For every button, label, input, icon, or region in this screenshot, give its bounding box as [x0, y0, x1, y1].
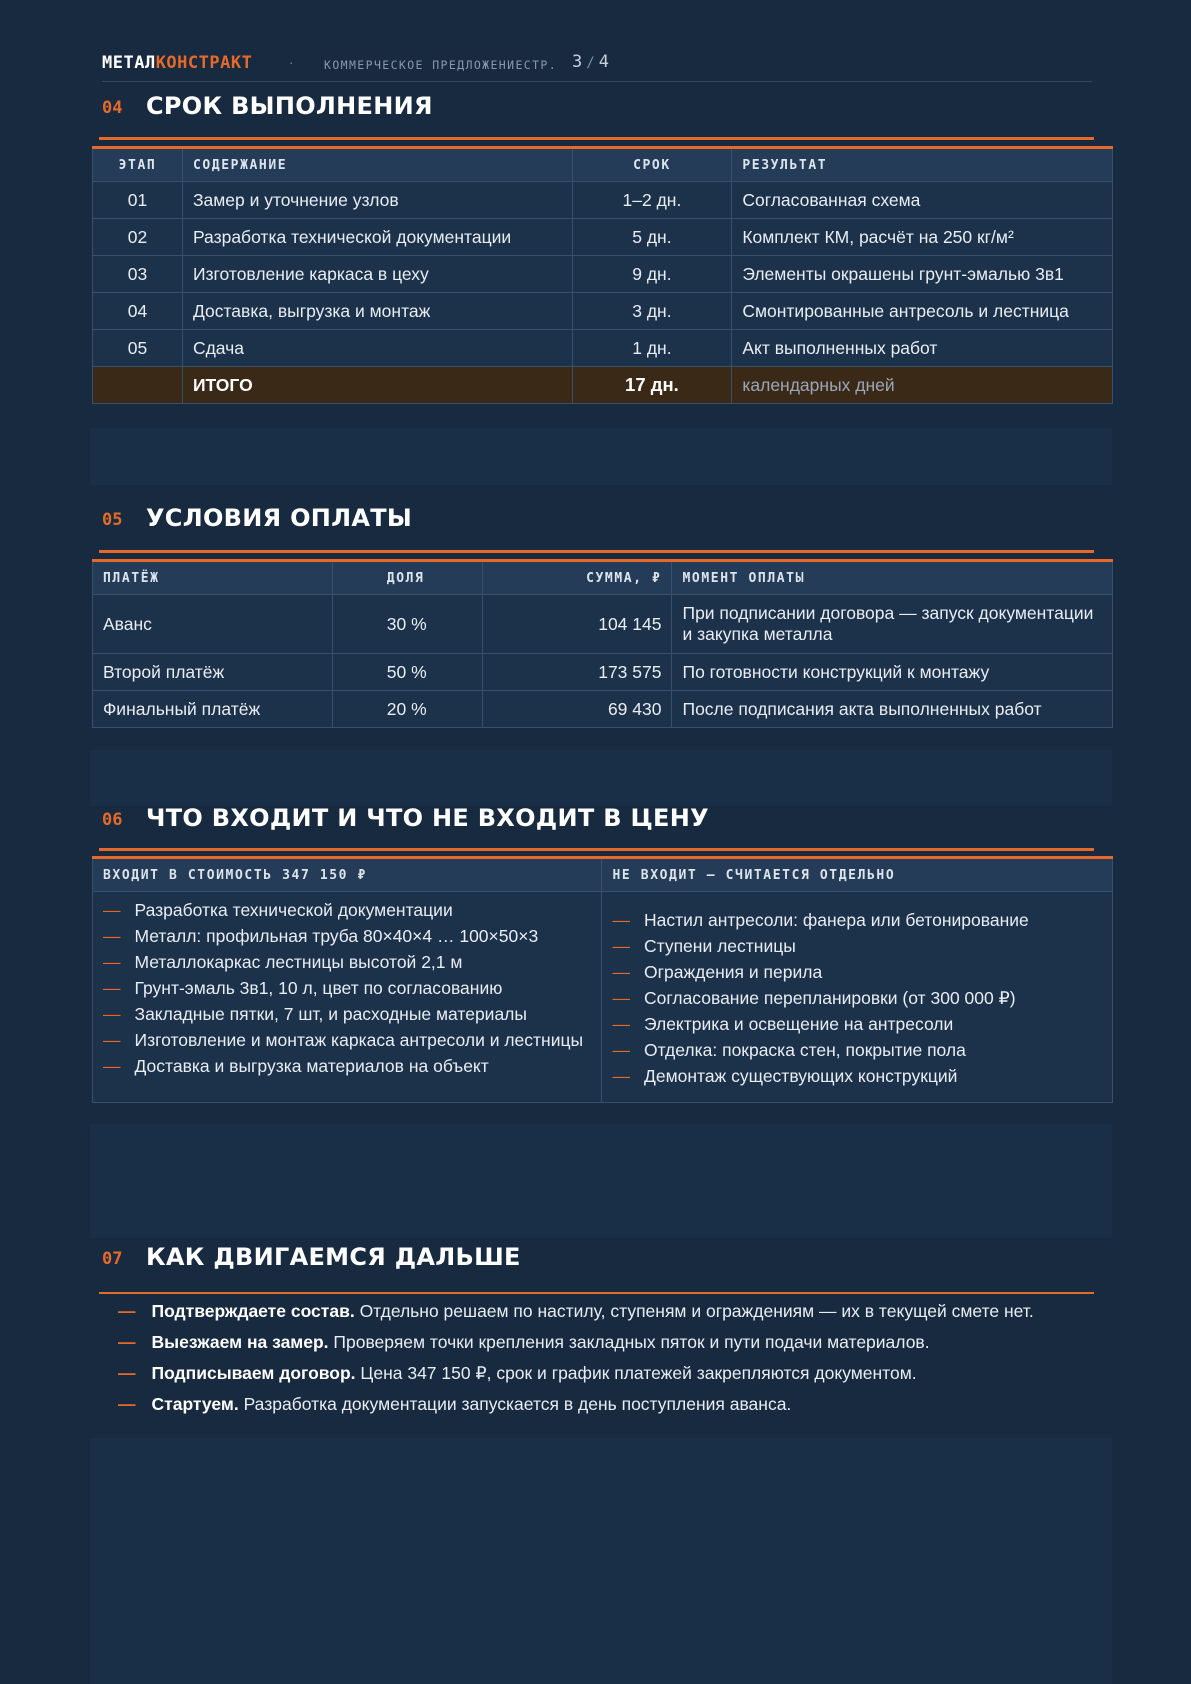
list-item: — Доставка и выгрузка материалов на объект [103, 1056, 489, 1076]
total-empty-cell [93, 367, 183, 404]
section-rule [99, 550, 1094, 553]
header-separator: · [289, 55, 294, 70]
total-row [93, 367, 1113, 404]
table-row [93, 256, 1113, 293]
column-header: РЕЗУЛЬТАТ [732, 148, 1113, 182]
moment-cell: По готовности конструкций к монтажу [672, 654, 1113, 691]
section-number: 07 [102, 1249, 123, 1269]
dash-marker: — [103, 1030, 121, 1050]
step-item: — Подтверждаете состав. Отдельно решаем по настилу, ступеням и ограждениям — их в текущей смете нет. [118, 1301, 1034, 1321]
column-header: МОМЕНТ ОПЛАТЫ [672, 561, 1113, 595]
section-rule [99, 848, 1094, 851]
duration-cell: 1–2 дн. [572, 182, 732, 219]
result-cell: Комплект КМ, расчёт на 250 кг/м² [732, 219, 1113, 256]
step-item: — Подписываем договор. Цена 347 150 ₽, срок и график платежей закрепляются документом. [118, 1363, 917, 1383]
dash-marker: — [103, 952, 121, 972]
stage-cell: 04 [93, 293, 183, 330]
list-item: — Металлокаркас лестницы высотой 2,1 м [103, 952, 463, 972]
list-item: — Отделка: покраска стен, покрытие пола [612, 1040, 966, 1060]
result-cell: Акт выполненных работ [732, 330, 1113, 367]
stage-cell: 02 [93, 219, 183, 256]
duration-cell: 9 дн. [572, 256, 732, 293]
scope-row [93, 892, 1113, 1103]
included-cell [93, 892, 602, 1103]
amount-cell: 104 145 [482, 595, 672, 654]
list-item: — Разработка технической документации [103, 900, 453, 920]
table-row [93, 691, 1113, 728]
moment-cell: После подписания акта выполненных работ [672, 691, 1113, 728]
included-list [103, 900, 591, 1077]
section-number: 05 [102, 510, 123, 530]
list-item: — Электрика и освещение на антресоли [612, 1014, 954, 1034]
dash-marker: — [103, 1056, 121, 1076]
content-cell: Замер и уточнение узлов [182, 182, 572, 219]
amount-cell: 173 575 [482, 654, 672, 691]
result-cell: Согласованная схема [732, 182, 1113, 219]
column-header: ДОЛЯ [332, 561, 482, 595]
list-item: — Согласование перепланировки (от 300 000 ₽) [612, 988, 1016, 1008]
table-row [93, 654, 1113, 691]
dash-marker: — [612, 988, 630, 1008]
amount-cell: 69 430 [482, 691, 672, 728]
excluded-cell [602, 892, 1113, 1103]
list-item: — Демонтаж существующих конструкций [612, 1066, 958, 1086]
table-header-row [93, 561, 1113, 595]
dash-marker: — [612, 910, 630, 930]
dash-marker: — [103, 978, 121, 998]
dash-marker: — [612, 1040, 630, 1060]
list-item: — Ограждения и перила [612, 962, 823, 982]
section-panel [90, 428, 1112, 485]
dash-marker: — [612, 936, 630, 956]
section-number: 06 [102, 810, 123, 830]
list-item: — Грунт-эмаль 3в1, 10 л, цвет по согласованию [103, 978, 503, 998]
dash-marker: — [612, 1066, 630, 1086]
table-row [93, 219, 1113, 256]
total-duration: 17 дн. [572, 367, 732, 404]
duration-cell: 5 дн. [572, 219, 732, 256]
section-panel [90, 1124, 1112, 1238]
section-title: ЧТО ВХОДИТ И ЧТО НЕ ВХОДИТ В ЦЕНУ [146, 804, 709, 832]
section-title: КАК ДВИГАЕМСЯ ДАЛЬШЕ [146, 1243, 521, 1271]
step-item: — Выезжаем на замер. Проверяем точки крепления закладных пяток и пути подачи материалов. [118, 1332, 930, 1352]
payment-name-cell: Второй платёж [93, 654, 333, 691]
excluded-header: НЕ ВХОДИТ — СЧИТАЕТСЯ ОТДЕЛЬНО [602, 858, 1113, 892]
section-panel [90, 1438, 1112, 1684]
list-item: — Ступени лестницы [612, 936, 796, 956]
excluded-list [612, 910, 1102, 1087]
section-panel [90, 750, 1112, 806]
stage-cell: 03 [93, 256, 183, 293]
timeline-table [92, 146, 1113, 404]
dash-marker: — [103, 900, 121, 920]
column-header: ЭТАП [93, 148, 183, 182]
dash-marker: — [612, 962, 630, 982]
section-title: СРОК ВЫПОЛНЕНИЯ [146, 92, 433, 120]
column-header: СРОК [572, 148, 732, 182]
duration-cell: 3 дн. [572, 293, 732, 330]
content-cell: Сдача [182, 330, 572, 367]
column-header: СУММА, ₽ [482, 561, 672, 595]
share-cell: 20 % [332, 691, 482, 728]
total-label: ИТОГО [182, 367, 572, 404]
list-item: — Закладные пятки, 7 шт, и расходные материалы [103, 1004, 527, 1024]
section-title: УСЛОВИЯ ОПЛАТЫ [146, 504, 413, 532]
section-rule [99, 137, 1094, 140]
step-item: — Стартуем. Разработка документации запускается в день поступления аванса. [118, 1394, 792, 1414]
column-header: СОДЕРЖАНИЕ [182, 148, 572, 182]
page-number: 3 / 4 [572, 52, 609, 72]
list-item: — Металл: профильная труба 80×40×4 … 100×50×3 [103, 926, 539, 946]
result-cell: Смонтированные антресоль и лестница [732, 293, 1113, 330]
duration-cell: 1 дн. [572, 330, 732, 367]
dash-marker: — [103, 926, 121, 946]
result-cell: Элементы окрашены грунт-эмалью 3в1 [732, 256, 1113, 293]
content-cell: Разработка технической документации [182, 219, 572, 256]
total-note: календарных дней [732, 367, 1113, 404]
moment-cell: При подписании договора — запуск документации и закупка металла [672, 595, 1113, 654]
next-steps-viewport [0, 1288, 1191, 1436]
section-number: 04 [102, 98, 123, 118]
table-row [93, 595, 1113, 654]
table-row [93, 182, 1113, 219]
list-item: — Изготовление и монтаж каркаса антресоли и лестницы [103, 1030, 584, 1050]
dash-marker: — [612, 1014, 630, 1034]
share-cell: 50 % [332, 654, 482, 691]
table-header-row [93, 858, 1113, 892]
scope-table [92, 856, 1113, 1103]
column-header: ПЛАТЁЖ [93, 561, 333, 595]
stage-cell: 05 [93, 330, 183, 367]
table-row [93, 293, 1113, 330]
content-cell: Доставка, выгрузка и монтаж [182, 293, 572, 330]
table-header-row [93, 148, 1113, 182]
list-item: — Настил антресоли: фанера или бетонирование [612, 910, 1029, 930]
brand-logo: МЕТАЛКОНСТРАКТ [102, 53, 253, 73]
share-cell: 30 % [332, 595, 482, 654]
stage-cell: 01 [93, 182, 183, 219]
payment-table [92, 559, 1113, 728]
payment-name-cell: Финальный платёж [93, 691, 333, 728]
dash-marker: — [103, 1004, 121, 1024]
document-title: КОММЕРЧЕСКОЕ ПРЕДЛОЖЕНИЕСТР. [324, 58, 558, 72]
payment-name-cell: Аванс [93, 595, 333, 654]
included-header: ВХОДИТ В СТОИМОСТЬ 347 150 ₽ [93, 858, 602, 892]
page-header [102, 50, 1092, 82]
table-row [93, 330, 1113, 367]
content-cell: Изготовление каркаса в цеху [182, 256, 572, 293]
next-steps-list [118, 1299, 1078, 1423]
